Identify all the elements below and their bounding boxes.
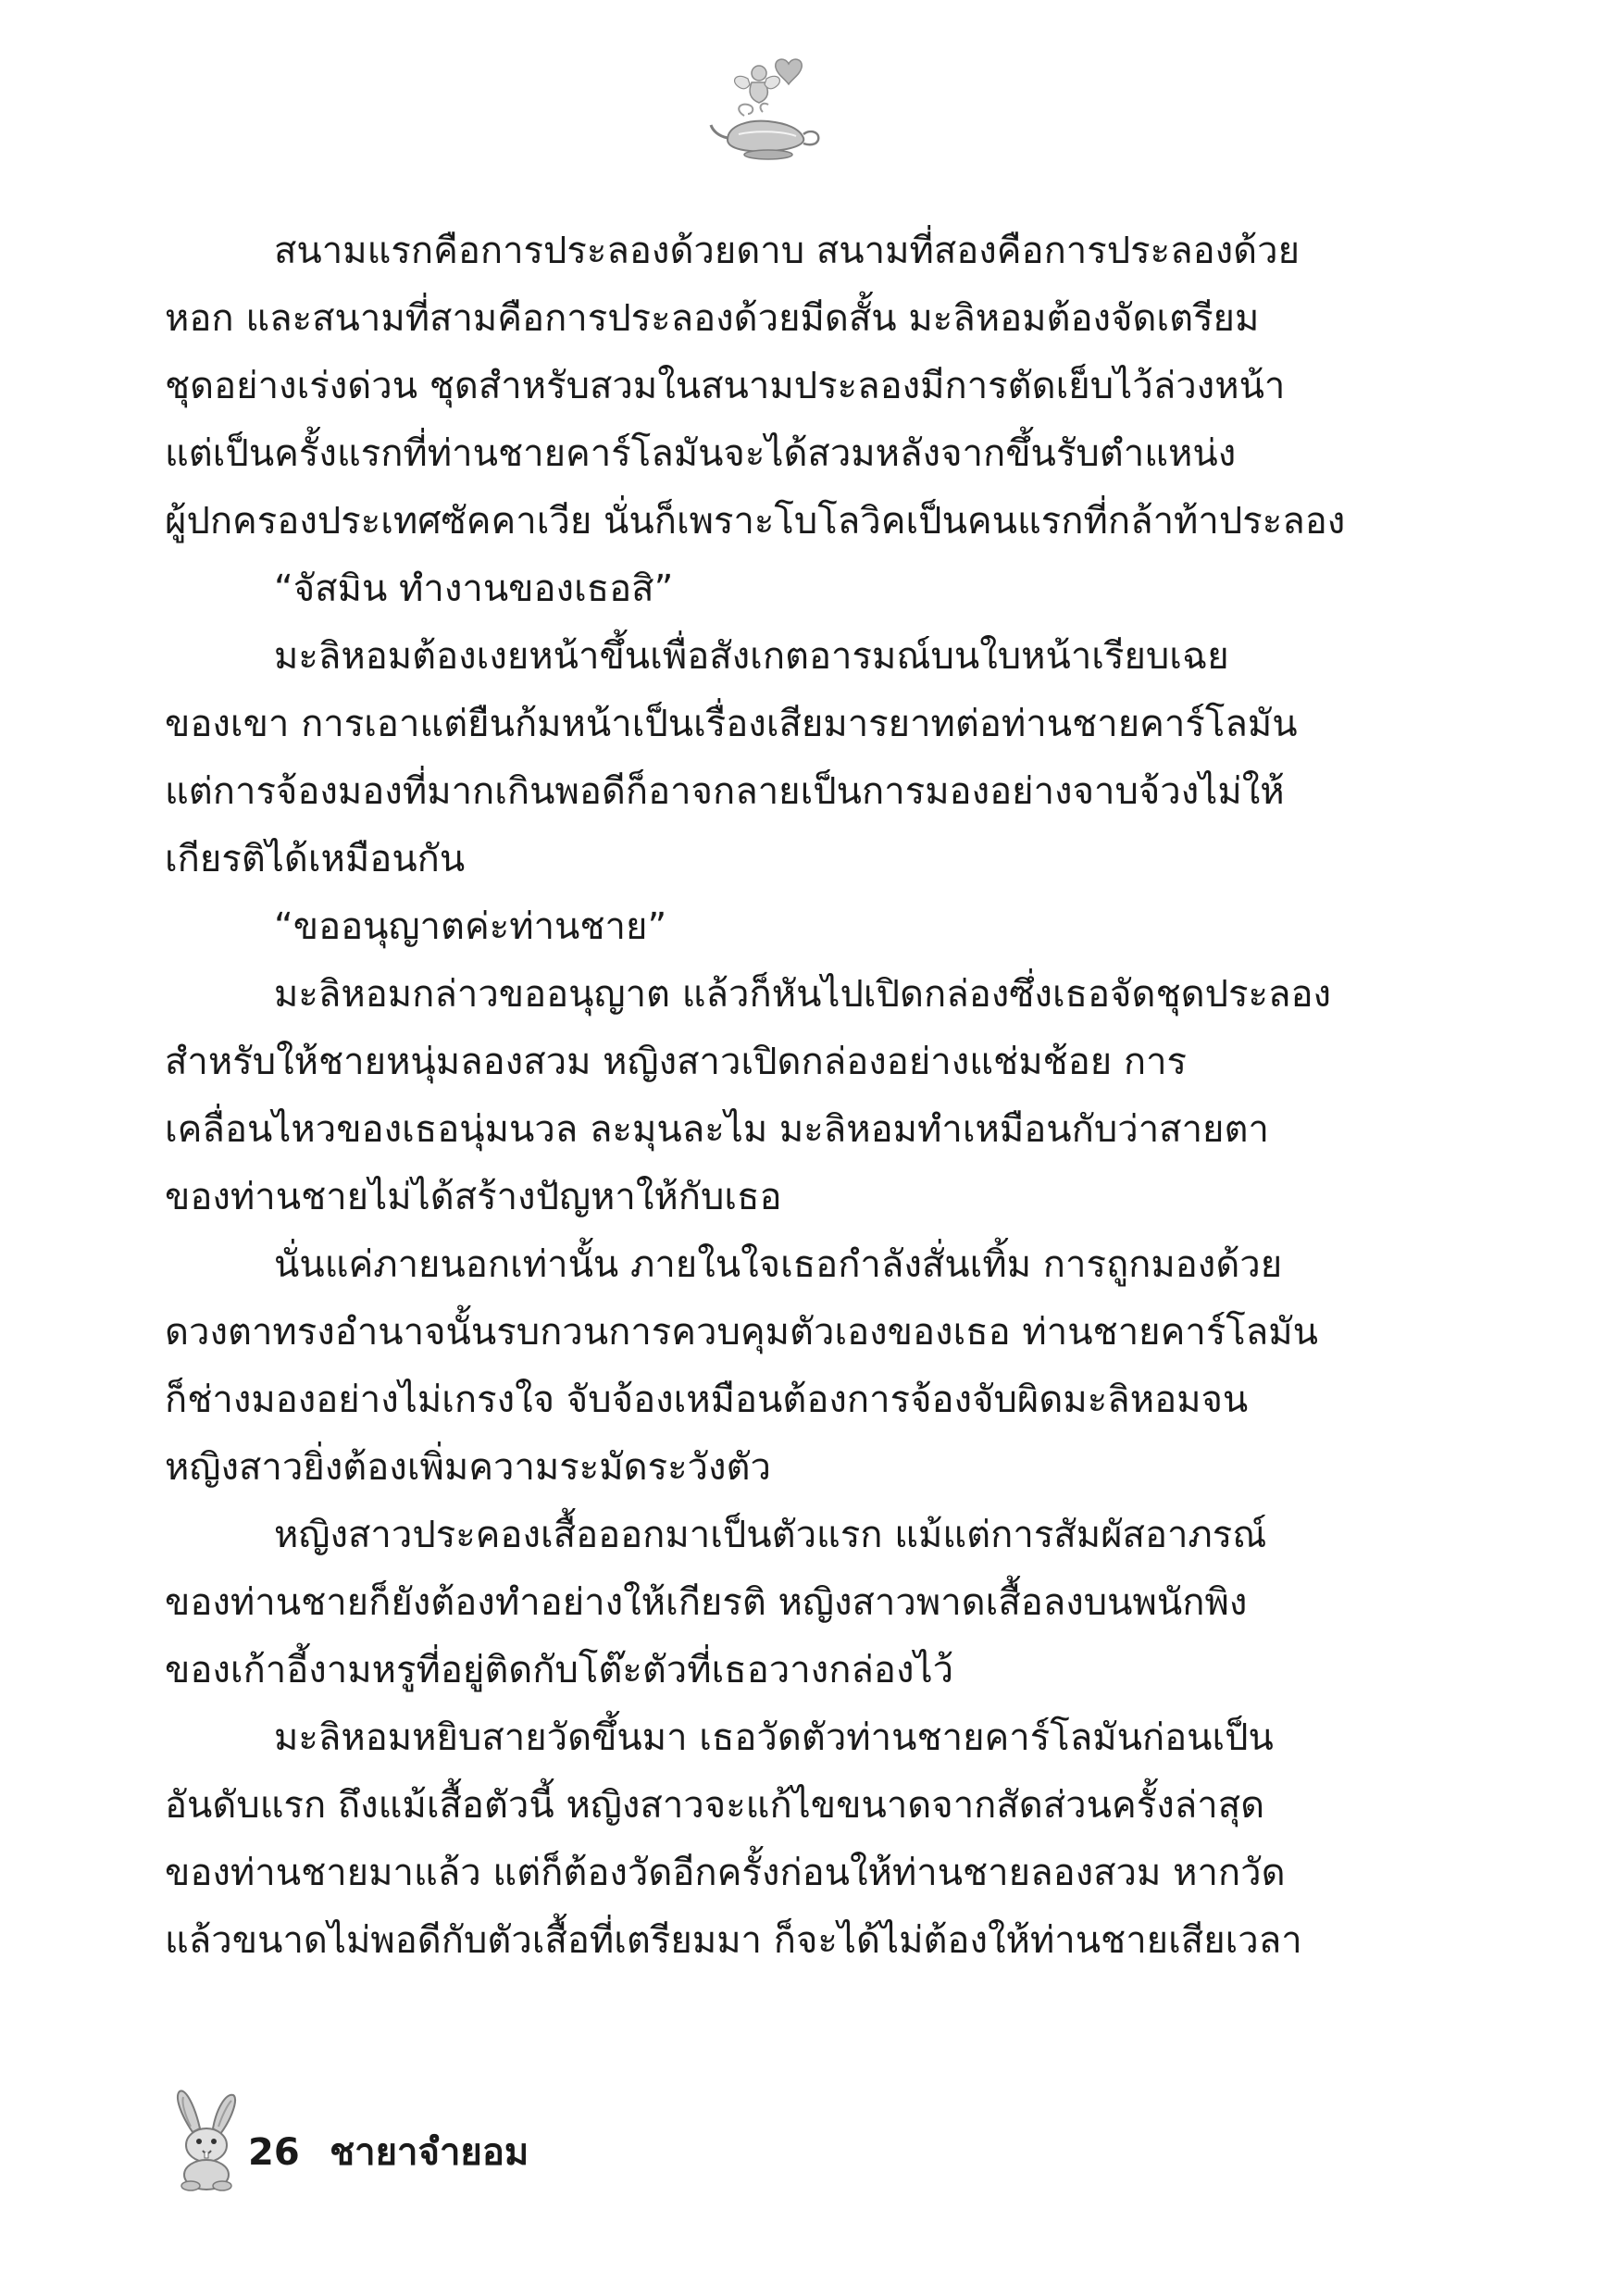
paragraph-line: ของท่านชายไม่ได้สร้างปัญหาให้กับเธอ xyxy=(165,1176,782,1218)
paragraph-line: มะลิหอมต้องเงยหน้าขึ้นเพื่อสังเกตอารมณ์บนใบหน้าเรียบเฉย xyxy=(274,635,1229,678)
paragraph-line: หญิงสาวยิ่งต้องเพิ่มความระมัดระวังตัว xyxy=(165,1446,771,1489)
paragraph-line: ดวงตาทรงอำนาจนั้นรบกวนการควบคุมตัวเองของเธอ ท่านชายคาร์โลมัน xyxy=(165,1311,1319,1354)
paragraph-line: สนามแรกคือการประลองด้วยดาบ สนามที่สองคือการประลองด้วย xyxy=(274,230,1301,272)
paragraph-line: ก็ช่างมองอย่างไม่เกรงใจ จับจ้องเหมือนต้องการจ้องจับผิดมะลิหอมจน xyxy=(165,1379,1249,1421)
paragraph-line: เกียรติได้เหมือนกัน xyxy=(165,838,466,880)
body-text xyxy=(165,218,1350,1975)
paragraph-line: หอก และสนามที่สามคือการประลองด้วยมีดสั้น มะลิหอมต้องจัดเตรียม xyxy=(165,297,1260,340)
paragraph-line: นั่นแค่ภายนอกเท่านั้น ภายในใจเธอกำลังสั่นเทิ้ม การถูกมองด้วย xyxy=(274,1243,1283,1286)
paragraph-line: หญิงสาวประคองเสื้อออกมาเป็นตัวแรก แม้แต่การสัมผัสอาภรณ์ xyxy=(274,1514,1267,1556)
paragraph-line: แต่การจ้องมองที่มากเกินพอดีก็อาจกลายเป็นการมองอย่างจาบจ้วงไม่ให้ xyxy=(165,770,1285,813)
paragraph-line: ชุดอย่างเร่งด่วน ชุดสำหรับสวมในสนามประลองมีการตัดเย็บไว้ล่วงหน้า xyxy=(165,365,1286,407)
paragraph-line: ผู้ปกครองประเทศซัคคาเวีย นั่นก็เพราะโบโลวิคเป็นคนแรกที่กล้าท้าประลอง xyxy=(165,500,1346,543)
book-title: ชายาจำยอม xyxy=(330,2131,529,2174)
teapot-cupid-ornament-icon xyxy=(707,51,828,171)
paragraph-line: ของเก้าอี้งามหรูที่อยู่ติดกับโต๊ะตัวที่เธอวางกล่องไว้ xyxy=(165,1649,954,1691)
paragraph-line: อันดับแรก ถึงแม้เสื้อตัวนี้ หญิงสาวจะแก้ไขขนาดจากสัดส่วนครั้งล่าสุด xyxy=(165,1784,1265,1827)
paragraph-line: มะลิหอมกล่าวขออนุญาต แล้วก็หันไปเปิดกล่องซึ่งเธอจัดชุดประลอง xyxy=(274,973,1332,1016)
paragraph-line: แต่เป็นครั้งแรกที่ท่านชายคาร์โลมันจะได้สวมหลังจากขึ้นรับตำแหน่ง xyxy=(165,432,1237,475)
paragraph-line: สำหรับให้ชายหนุ่มลองสวม หญิงสาวเปิดกล่องอย่างแช่มช้อย การ xyxy=(165,1041,1188,1083)
dialogue-line: “จัสมิน ทำงานของเธอสิ” xyxy=(274,568,674,610)
paragraph-line: แล้วขนาดไม่พอดีกับตัวเสื้อที่เตรียมมา ก็จะได้ไม่ต้องให้ท่านชายเสียเวลา xyxy=(165,1919,1302,1962)
dialogue-line: “ขออนุญาตค่ะท่านชาย” xyxy=(274,905,667,948)
paragraph-line: ของท่านชายก็ยังต้องทำอย่างให้เกียรติ หญิงสาวพาดเสื้อลงบนพนักพิง xyxy=(165,1581,1248,1624)
paragraph-line: ของท่านชายมาแล้ว แต่ก็ต้องวัดอีกครั้งก่อนให้ท่านชายลองสวม หากวัด xyxy=(165,1852,1286,1894)
page-footer xyxy=(165,2088,813,2199)
rabbit-mascot-icon xyxy=(165,2088,248,2191)
page-number: 26 xyxy=(248,2131,300,2174)
paragraph-line: ของเขา การเอาแต่ยืนก้มหน้าเป็นเรื่องเสียมารยาทต่อท่านชายคาร์โลมัน xyxy=(165,703,1298,745)
paragraph-line: มะลิหอมหยิบสายวัดขึ้นมา เธอวัดตัวท่านชายคาร์โลมันก่อนเป็น xyxy=(274,1716,1274,1759)
paragraph-line: เคลื่อนไหวของเธอนุ่มนวล ละมุนละไม มะลิหอมทำเหมือนกับว่าสายตา xyxy=(165,1108,1269,1151)
